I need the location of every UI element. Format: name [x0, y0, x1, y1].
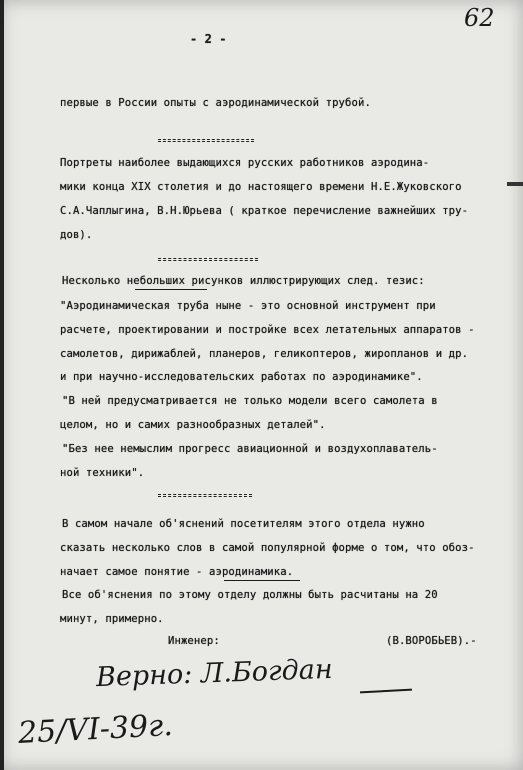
paragraph-line: самолетов, дирижаблей, планеров, геликоптеров, жиропланов и др. — [60, 348, 469, 360]
signature-role: Инженер: — [168, 635, 220, 647]
paragraph-line: сказать несколько слов в самой популярной форме о том, что обоз- — [60, 542, 475, 554]
scan-edge — [0, 0, 4, 770]
signature-name: (В.ВОРОБЬЕВ).- — [386, 635, 477, 647]
paragraph-line: Портреты наиболее выдающихся русских работников аэродина- — [60, 157, 430, 169]
paragraph-line: В самом начале об'яснений посетителям этого отдела нужно — [62, 518, 425, 530]
separator — [158, 139, 254, 142]
scan-mark — [507, 182, 523, 186]
paragraph-line: ной техники". — [60, 467, 145, 479]
paragraph-line: "В ней предусматривается не только модели всего самолета в — [62, 395, 438, 407]
page-number: - 2 - — [190, 32, 227, 46]
paragraph-line: Несколько небольших рисунков иллюстрирующих след. тезис: — [62, 275, 425, 287]
handwritten-date: 25/VI-39г. — [17, 707, 174, 752]
paragraph-line: Все об'яснения по этому отделу должны быть расчитаны на 20 — [62, 589, 438, 601]
paragraph-line: и при научно-исследовательских работах по аэродинамике". — [60, 371, 423, 383]
paragraph-line: первые в России опыты с аэродинамической трубой. — [60, 97, 371, 109]
paragraph-line: минут, примерно. — [60, 613, 164, 625]
underline — [224, 580, 300, 581]
paragraph-line: дов). — [60, 229, 93, 241]
handwritten-verification: Верно: Л.Богдан — [95, 653, 334, 694]
separator — [158, 494, 252, 497]
paragraph-line: мики конца XIX столетия и до настоящего времени Н.Е.Жуковского — [60, 181, 462, 193]
paragraph-line: расчете, проектировании и постройке всех летательных аппаратов - — [60, 324, 475, 336]
separator — [158, 258, 258, 261]
handwritten-stroke — [360, 689, 412, 694]
paragraph-line: "Аэродинамическая труба ныне - это основной инструмент при — [60, 300, 436, 312]
paragraph-line: начает самое понятие - аэродинамика. — [60, 566, 294, 578]
underline — [135, 289, 207, 290]
paragraph-line: "Без нее немыслим прогресс авиационной и воздухоплаватель- — [62, 443, 438, 455]
paragraph-line: целом, но и самих разнообразных деталей". — [60, 419, 326, 431]
paragraph-line: С.А.Чаплыгина, В.Н.Юрьева ( краткое перечисление важнейших тру- — [60, 205, 469, 217]
archive-number: 62 — [464, 4, 495, 32]
